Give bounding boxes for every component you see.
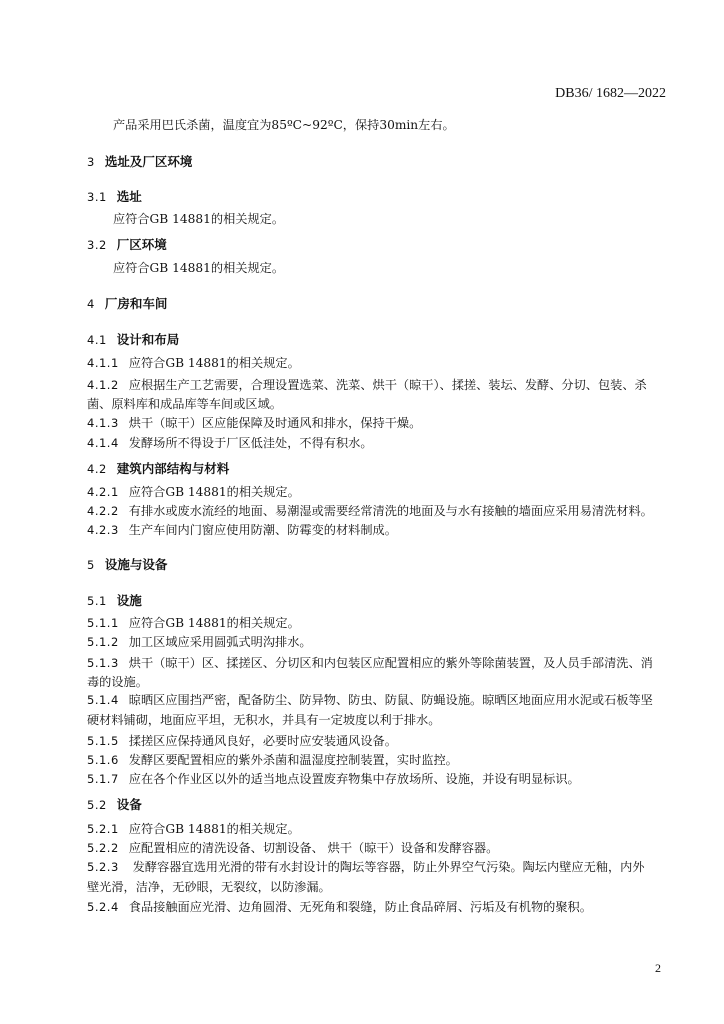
clause-number: 5.2.2 bbox=[87, 841, 119, 855]
clause-5-1-2 bbox=[87, 634, 667, 650]
heading-text: 选址 bbox=[116, 189, 142, 204]
heading-number: 4.1 bbox=[87, 333, 107, 347]
clause-5-1-1 bbox=[87, 615, 667, 631]
clause-4-2-3 bbox=[87, 522, 667, 538]
clause-text: 应在各个作业区以外的适当地点设置废弃物集中存放场所、设施，并设有明显标识。 bbox=[128, 772, 580, 786]
clause-number: 5.1.1 bbox=[87, 616, 119, 630]
heading-number: 3.2 bbox=[87, 238, 107, 252]
clause-5-2-1 bbox=[87, 821, 667, 837]
section-heading-4-1 bbox=[87, 330, 179, 348]
section-heading-5-1 bbox=[87, 591, 142, 609]
clause-number: 4.2.2 bbox=[87, 504, 119, 518]
document-header: DB36/ 1682—2022 bbox=[555, 86, 666, 101]
heading-text: 设施 bbox=[116, 593, 142, 608]
clause-number: 5.2.3 bbox=[87, 860, 119, 874]
paragraph-line: 壁光滑，洁净，无砂眼，无裂纹，以防渗漏。 bbox=[87, 880, 331, 894]
section-heading-5-2 bbox=[87, 795, 142, 813]
clause-text: 发酵场所不得设于厂区低洼处，不得有积水。 bbox=[128, 436, 373, 450]
section-heading-3 bbox=[87, 152, 192, 170]
clause-text: 烘干（晾干）区应能保障及时通风和排水，保持干燥。 bbox=[128, 416, 422, 430]
clause-number: 4.1.3 bbox=[87, 416, 119, 430]
clause-number: 4.1.2 bbox=[87, 378, 119, 392]
heading-text: 设备 bbox=[116, 797, 142, 812]
heading-text: 设施与设备 bbox=[104, 557, 168, 572]
clause-5-1-7 bbox=[87, 771, 667, 787]
clause-text: 应符合GB 14881的相关规定。 bbox=[128, 485, 300, 499]
clause-text: 应根据生产工艺需要，合理设置选菜、洗菜、烘干（晾干）、揉搓、装坛、发酵、分切、包装、杀 bbox=[128, 378, 647, 392]
clause-number: 5.2.1 bbox=[87, 822, 119, 836]
clause-number: 5.1.6 bbox=[87, 753, 119, 767]
clause-text: 应配置相应的清洗设备、切割设备、 烘干（晾干）设备和发酵容器。 bbox=[128, 841, 499, 855]
clause-number: 4.2.1 bbox=[87, 485, 119, 499]
clause-text: 应符合GB 14881的相关规定。 bbox=[128, 822, 300, 836]
section-heading-3-2 bbox=[87, 235, 167, 253]
clause-number: 4.1.1 bbox=[87, 356, 119, 370]
section-heading-3-1 bbox=[87, 187, 142, 205]
clause-number: 5.1.3 bbox=[87, 656, 119, 670]
clause-5-1-6 bbox=[87, 752, 667, 768]
clause-5-2-2 bbox=[87, 840, 667, 856]
clause-number: 4.1.4 bbox=[87, 436, 119, 450]
clause-number: 4.2.3 bbox=[87, 523, 119, 537]
clause-4-2-1 bbox=[87, 484, 667, 500]
clause-text: 生产车间内门窗应使用防潮、防霉变的材料制成。 bbox=[128, 523, 397, 537]
clause-number: 5.2.4 bbox=[87, 900, 119, 914]
clause-5-1-3 bbox=[87, 655, 667, 671]
heading-number: 5 bbox=[87, 558, 95, 572]
clause-text: 揉搓区应保持通风良好，必要时应安装通风设备。 bbox=[128, 734, 397, 748]
clause-number: 5.1.7 bbox=[87, 772, 119, 786]
clause-text: 食品接触面应光滑、边角圆滑、无死角和裂缝，防止食品碎屑、污垢及有机物的聚积。 bbox=[128, 900, 592, 914]
clause-text: 应符合GB 14881的相关规定。 bbox=[128, 616, 300, 630]
clause-text: 发酵区要配置相应的紫外杀菌和温湿度控制装置，实时监控。 bbox=[128, 753, 458, 767]
heading-number: 4 bbox=[87, 297, 95, 311]
paragraph-line: 应符合GB 14881的相关规定。 bbox=[113, 261, 285, 275]
clause-number: 5.1.4 bbox=[87, 693, 119, 707]
heading-text: 设计和布局 bbox=[116, 332, 180, 347]
clause-number: 5.1.5 bbox=[87, 734, 119, 748]
clause-5-2-4 bbox=[87, 899, 667, 915]
heading-text: 选址及厂区环境 bbox=[104, 154, 193, 169]
heading-number: 5.2 bbox=[87, 798, 107, 812]
clause-4-2-2 bbox=[87, 503, 667, 519]
clause-4-1-3 bbox=[87, 415, 667, 431]
section-heading-5 bbox=[87, 555, 167, 573]
heading-number: 3.1 bbox=[87, 190, 107, 204]
page-number: 2 bbox=[655, 961, 661, 975]
section-heading-4-2 bbox=[87, 459, 229, 477]
paragraph-line: 毒的设施。 bbox=[87, 675, 148, 689]
heading-text: 厂房和车间 bbox=[104, 296, 168, 311]
clause-5-1-5 bbox=[87, 733, 667, 749]
clause-text: 晾晒区应围挡严密，配备防尘、防异物、防虫、防鼠、防蝇设施。晾晒区地面应用水泥或石板等坚 bbox=[128, 693, 653, 707]
paragraph-line: 硬材料铺砌，地面应平坦，无积水，并具有一定坡度以利于排水。 bbox=[87, 713, 441, 727]
clause-5-1-4 bbox=[87, 692, 667, 708]
heading-number: 3 bbox=[87, 155, 95, 169]
clause-5-2-3 bbox=[87, 859, 667, 875]
clause-4-1-2 bbox=[87, 377, 667, 393]
heading-text: 厂区环境 bbox=[116, 237, 167, 252]
paragraph-line: 应符合GB 14881的相关规定。 bbox=[113, 212, 285, 226]
heading-number: 4.2 bbox=[87, 462, 107, 476]
clause-4-1-1 bbox=[87, 355, 667, 371]
clause-number: 5.1.2 bbox=[87, 635, 119, 649]
heading-number: 5.1 bbox=[87, 594, 107, 608]
clause-text: 加工区域应采用圆弧式明沟排水。 bbox=[128, 635, 312, 649]
clause-text: 烘干（晾干）区、揉搓区、分切区和内包装区应配置相应的紫外等除菌装置，及人员手部清洗、消 bbox=[128, 656, 653, 670]
paragraph-line: 产品采用巴氏杀菌，温度宜为85ºC~92ºC，保持30min左右。 bbox=[113, 118, 455, 132]
clause-text: 有排水或废水流经的地面、易潮湿或需要经常清洗的地面及与水有接触的墙面应采用易清洗材料。 bbox=[128, 504, 653, 518]
clause-text: 发酵容器宜选用光滑的带有水封设计的陶坛等容器，防止外界空气污染。陶坛内壁应无釉，内外 bbox=[128, 860, 645, 874]
heading-text: 建筑内部结构与材料 bbox=[116, 461, 230, 476]
clause-4-1-4 bbox=[87, 435, 667, 451]
section-heading-4 bbox=[87, 294, 167, 312]
paragraph-line: 菌、原料库和成品库等车间或区域。 bbox=[87, 397, 282, 411]
clause-text: 应符合GB 14881的相关规定。 bbox=[128, 356, 300, 370]
